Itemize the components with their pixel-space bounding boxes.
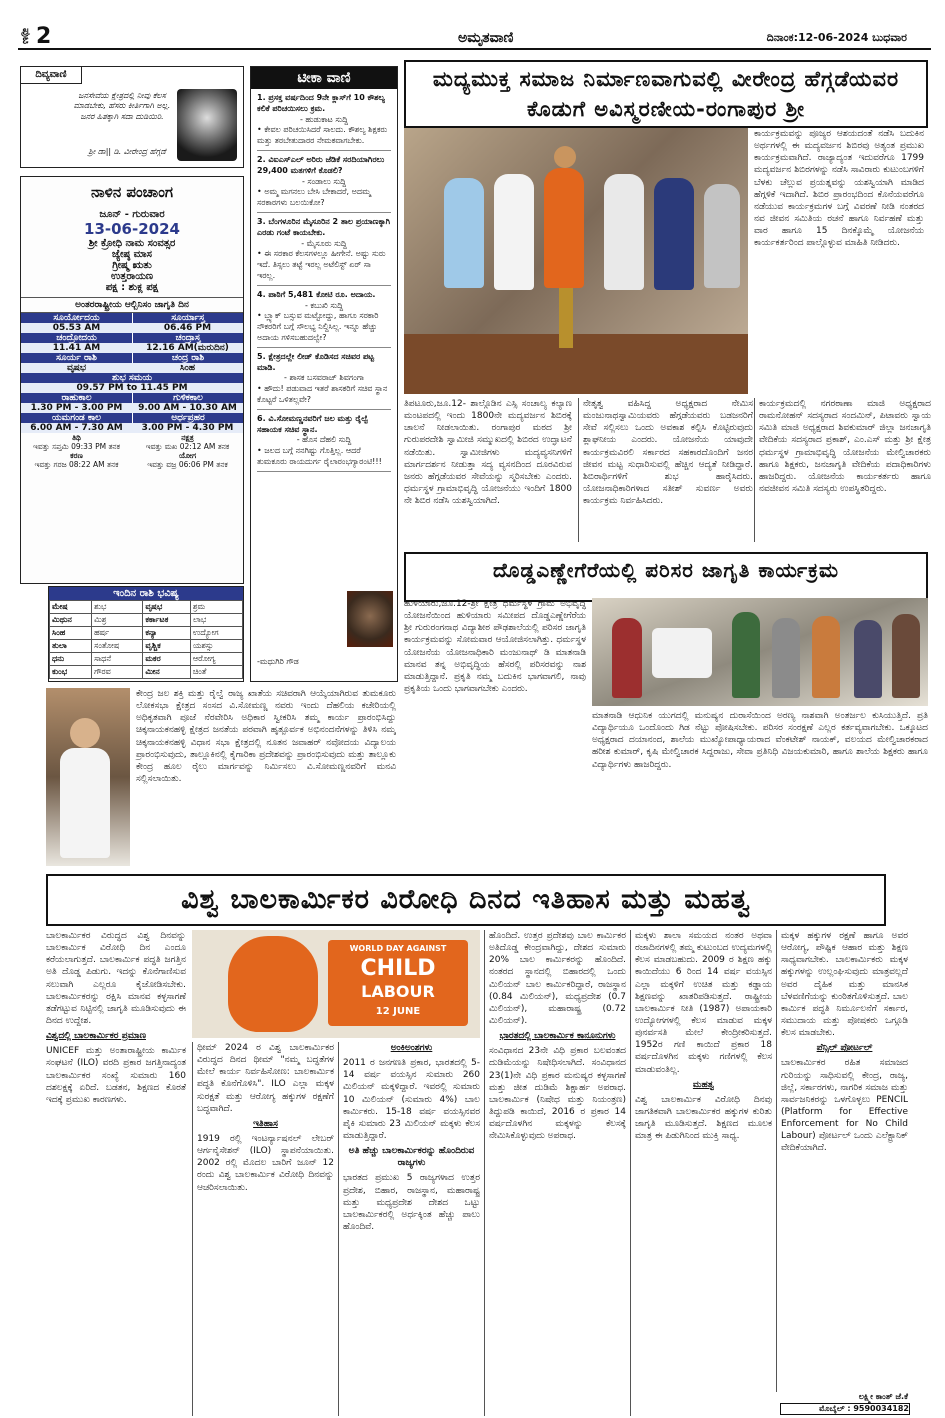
feature-col6-sub: ಪೆನ್ಸಿಲ್ ಪೋರ್ಟಲ್ (816, 1043, 873, 1054)
rashi-cell: ಸಂತೋಷ (92, 640, 143, 653)
tithi-label: ತಿಥಿ (72, 433, 81, 442)
date-line: ದಿನಾಂಕ:12-06-2024 ಬುಧವಾರ (766, 31, 907, 44)
second-col-1: ಹುಳಿಯಾರು,ಜೂ.12-ಶ್ರೀ ಕ್ಷೇತ್ರ ಧರ್ಮಸ್ಥಳ ಗ್ರಾಮ ಅಭಿವೃದ್ಧಿ ಯೋಜನೆಯಿಂದ ಹುಳಿಯಾರು ಸಮೀಪದ ದೊಡ್ಡಎಣ್ಣೇಗೆರೆಯ ಶ್ರೀ ಗುರುರಂಗನಾಥ ವಿದ್ಯಾಶೀಠ ಪೌಢಶಾಲೆಯಲ್ಲಿ ಪರಿಸರ ಜಾಗೃತಿ ಕಾರ್ಯಕ್ರಮವನ್ನು ಸೋಮವಾರ ಆಯೋಜಿಸಲಾಗಿತ್ತು. ಧರ್ಮಸ್ಥಳ ಯೋಜನೆಯ ಯೋಜನಾಧಿಕಾರಿ ಮಂಜುನಾಥ್ ಡಿ ಮಾತನಾಡಿ ಮಾನವ ತನ್ನ ಅಭಿವೃದ್ಧಿಯ ಹೆಸರಲ್ಲಿ ಪರಿಸರವನ್ನು ನಾಶ ಮಾಡುತ್ತಿದ್ದಾನೆ. ಪ್ರಕೃತಿ ನಮ್ಮ ಬದುಕಿನ ಭಾಗವಾಗಲಿ, ನಾವು ಪ್ರಕೃತಿಯ ಒಂದು ಭಾಗವಾಗಬೇಕು ಎಂದರು. (404, 599, 586, 694)
ardha-value: 3.00 PM - 4.30 PM (132, 423, 243, 433)
lead-col-right: ಕಾರ್ಯಕ್ರಮವನ್ನು ಪೂಜ್ಯರ ಆಶಯದಂತೆ ನಡೆಸಿ ಬದುಕಿನ ಅರ್ಥಗಳಲ್ಲಿ ಈ ಮದ್ಯವರ್ಜನ ಶಿಬಿರವು ಅತ್ಯಂತ ಪ್ರಮುಖ ಕಾರ್ಯಕ್ರಮವಾಗಿದೆ. ರಾಜ್ಯಾದ್ಯಂತ ಇದುವರೆಗೂ 1799 ಮದ್ಯವರ್ಜನ ಶಿಬಿರಗಳನ್ನು ನಡೆಸಿ ಸಾವಿರಾರು ಕುಟುಂಬಗಳಿಗೆ ಬೆಳಕು ಚೆಲ್ಲುವ ಪ್ರಯತ್ನವನ್ನು ಯಶಸ್ವಿಯಾಗಿ ಮಾಡಿದ ಹೆಗ್ಗಳಿಕೆ ಇದಾಗಿದೆ. ಶಿಬಿರ ಪ್ರಾರಂಭದಿಂದ ಕೊನೆಯವರೆಗೂ ನಡೆಯುವ ಕಾರ್ಯಕ್ರಮಗಳ ಬಗ್ಗೆ ವಿವರಣೆ ನೀಡಿ ನಂತರದ ನವ ಜೀವನ ಸಮಿತಿಯ ರಚನೆ ಹಾಗೂ ನಿರ್ವಹಣೆ ಮತ್ತು ವಾರ ಹಾಗೂ 15 ದಿನಕ್ಕೊಮ್ಮೆ ಯೋಜನೆಯ ಕಾರ್ಯಕರ್ತರಿಂದ ಪಾಲ್ಗೊಳ್ಳುವ ಮಾಹಿತಿ ನೀಡಿದರು. (754, 129, 924, 249)
yoga-label: ಯೋಗ (178, 451, 197, 460)
shubha-value: 09.57 PM to 11.45 PM (21, 383, 243, 393)
karana-label: ಕರಣ (70, 451, 83, 460)
teeka-source: - ಶಾಸಕ ಬಸವರಾಜ್ ಶಿವಗಂಗಾ (284, 373, 364, 383)
yama-label: ಯಮಗಂಡ ಕಾಲ (21, 413, 132, 423)
paksha: ಪಕ್ಷ : ಶುಕ್ಲ ಪಕ್ಷ (105, 282, 159, 293)
cartoonist-photo (347, 591, 393, 647)
rashi-cell: ಮೀನ (143, 666, 191, 679)
feature-col4-sub: ಭಾರತದಲ್ಲಿ ಬಾಲಕಾರ್ಮಿಕ ಕಾನೂನುಗಳು (499, 1031, 616, 1042)
rashi-title: ಇಂದಿನ ರಾಶಿ ಭವಿಷ್ಯ (49, 587, 243, 600)
rashi-cell: ಲಾಭ (190, 614, 242, 627)
lead-photo (404, 128, 748, 394)
feature-col3-sub: ಅಂಕಿಅಂಶಗಳು (390, 1043, 433, 1053)
feature-byline: ಲಕ್ಷ್ಮೀ ಕಾಂತ್ ಜೆ.ಕೆ (858, 1392, 908, 1401)
second-col-2: ಮಾತನಾಡಿ ಆಧುನಿಕ ಯುಗದಲ್ಲಿ ಮನುಷ್ಯನ ದುರಾಸೆಯಿಂದ ಅರಣ್ಯ ನಾಶವಾಗಿ ಅಂತರ್ಜಲ ಕುಸಿಯುತ್ತಿದೆ. ಪ್ರತಿ ವಿದ್ಯಾರ್ಥಿಯೂ ಒಂದೊಂದು ಗಿಡ ನೆಟ್ಟು ಪೋಷಿಸಬೇಕು. ಪರಿಸರ ಸಂರಕ್ಷಣೆ ಎಲ್ಲರ ಕರ್ತವ್ಯವಾಗಬೇಕು. ಒಕ್ಕೂಟದ ಅಧ್ಯಕ್ಷರಾದ ದಯಾನಂದ, ಶಾಲೆಯ ಮುಖ್ಯೋಪಾಧ್ಯಾಯರಾದ ವೆಂಕಟೇಶ್ ನಾಯಕ್, ವಲಯದ ಮೇಲ್ವಿಚಾರಕರಾದ ಹರೀಶ ಕುಮಾರ್, ಕೃಷಿ ಮೇಲ್ವಿಚಾರಕ ಸಿದ್ದರಾಜು, ಸೇವಾ ಪ್ರತಿನಿಧಿ ವಿಜಯಕುಮಾರಿ, ಹಾಗೂ ಶಾಲೆಯ ಶಿಕ್ಷಕರು ಹಾಗೂ ವಿದ್ಯಾರ್ಥಿಗಳು ಹಾಜರಿದ್ದರು. (592, 711, 928, 770)
moonset-label: ಚಂದ್ರಾಸ್ತ (132, 333, 243, 343)
rashi-cell: ಸಿಂಹ (50, 627, 92, 640)
rashi-cell: ಸಾಧನೆ (92, 653, 143, 666)
poster-line2: CHILD (360, 956, 436, 981)
feature-col4b: ಸಂವಿಧಾನದ 23ನೇ ವಿಧಿ ಪ್ರಕಾರ ಬಲವಂತದ ದುಡಿಮೆಯನ್ನು ನಿಷೇಧಿಸಲಾಗಿದೆ. ಸಂವಿಧಾನದ 23(1)ನೇ ವಿಧಿ ಪ್ರಕಾರ ಮನುಷ್ಯರ ಕಳ್ಳಸಾಗಣೆ ಮತ್ತು ಜೀತ ದುಡಿಮೆ ಶಿಕ್ಷಾರ್ಹ ಅಪರಾಧ. ಬಾಲಕಾರ್ಮಿಕ (ನಿಷೇಧ ಮತ್ತು ನಿಯಂತ್ರಣ) ತಿದ್ದುಪಡಿ ಕಾಯಿದೆ, 2016 ರ ಪ್ರಕಾರ 14 ವರ್ಷದೊಳಗಿನ ಮಕ್ಕಳನ್ನು ಕೆಲಸಕ್ಕೆ ನೇಮಿಸಿಕೊಳ್ಳುವುದು ಅಪರಾಧ. (489, 1046, 626, 1142)
teeka-answer: • ಹೌದು! ಪಡುವಾದ ಇತರೆ ಶಾಸಕರಿಗೆ ಸಚಿವ ಸ್ಥಾನ ಕೊಟ್ಟರೆ ಒಳಿತಲ್ಲವೇ? (257, 384, 391, 410)
rashi-cell: ವೃಶ್ಚಿಕ (143, 640, 191, 653)
teeka-answer: • ಅಮ್ಮ ಮಗನಲು ಬೇಸಿ ಬೇಕಾದರೆ, ಅದಮ್ಮ ಸರಕಾರಗಳು ಬಲಯಿಕೋ? (257, 187, 391, 213)
rashi-cell: ಮಕರ (143, 653, 191, 666)
feature-col1: ಬಾಲಕಾರ್ಮಿಕರ ವಿರುದ್ಧದ ವಿಶ್ವ ದಿನವನ್ನು ಬಾಲಕಾರ್ಮಿಕ ವಿರೋಧಿ ದಿನ ಎಂದೂ ಕರೆಯಲಾಗುತ್ತದೆ. ಬಾಲಕಾರ್ಮಿಕ ಪದ್ಧತಿ ಜಗತ್ತಿನ ಅತಿ ದೊಡ್ಡ ಪಿಡುಗು. ಇದನ್ನು ಕೊನೆಗಾಣಿಸುವ ಸಲುವಾಗಿ ಎಲ್ಲರೂ ಕೈಜೋಡಿಸಬೇಕು. ಬಾಲಕಾರ್ಮಿಕರನ್ನು ರಕ್ಷಿಸಿ ಮಾನವ ಕಳ್ಳಸಾಗಣೆ ತಡೆಗಟ್ಟುವ ನಿಟ್ಟಿನಲ್ಲಿ ಜಾಗೃತಿ ಮೂಡಿಸುವುದು ಈ ದಿನದ ಉದ್ದೇಶ. (46, 931, 186, 1026)
feature-col6b: ಬಾಲಕಾರ್ಮಿಕರ ರಹಿತ ಸಮಾಜದ ಗುರಿಯನ್ನು ಸಾಧಿಸುವಲ್ಲಿ ಕೇಂದ್ರ, ರಾಜ್ಯ, ಜಿಲ್ಲೆ, ಸರ್ಕಾರಗಳು, ನಾಗರಿಕ ಸಮಾಜ ಮತ್ತು ಸಾರ್ವಜನಿಕರನ್ನು ಒಳಗೊಳ್ಳಲು PENCIL (Platform for Effective Enforcement for No Child Labour) ಪೋರ್ಟಲ್ ಒಂದು ಎಲೆಕ್ಟ್ರಾನಿಕ್ ವೇದಿಕೆಯಾಗಿದೆ. (781, 1058, 908, 1154)
hegde-portrait (177, 89, 237, 161)
rashi-cell: ಉದ್ಯೋಗ (190, 627, 242, 640)
ardha-label: ಅರ್ಧಪ್ರಹರ (132, 413, 243, 423)
teeka-vani-box (250, 66, 398, 682)
moonrise-label: ಚಂದ್ರೋದಯ (21, 333, 132, 343)
feature-col5b: ವಿಶ್ವ ಬಾಲಕಾರ್ಮಿಕ ವಿರೋಧಿ ದಿನವು ಜಾಗತಿಕವಾಗಿ ಬಾಲಕಾರ್ಮಿಕರ ಹಕ್ಕುಗಳ ಕುರಿತು ಜಾಗೃತಿ ಮೂಡಿಸುತ್ತದೆ. ಶಿಕ್ಷಣದ ಮೂಲಕ ಮಾತ್ರ ಈ ಪಿಡುಗಿನಿಂದ ಮುಕ್ತಿ ಸಾಧ್ಯ. (635, 1094, 772, 1142)
yoga-value: ಇವತ್ತು ವಜ್ರ 06:06 PM ತನಕ (147, 460, 228, 469)
minister-story (46, 688, 396, 866)
sunset-value: 06.46 PM (132, 323, 243, 333)
second-photo (592, 598, 928, 706)
nakshatra-value: ಇವತ್ತು ಮಖ 02:12 AM ತನಕ (145, 442, 230, 451)
second-headline: ದೊಡ್ಡಎಣ್ಣೇಗೆರೆಯಲ್ಲಿ ಪರಿಸರ ಜಾಗೃತಿ ಕಾರ್ಯಕ್ರಮ (404, 552, 928, 602)
rashi-cell: ಗೌರವ (92, 666, 143, 679)
sunrise-label: ಸೂರ್ಯೋದಯ (21, 313, 132, 323)
feature-headline: ವಿಶ್ವ ಬಾಲಕಾರ್ಮಿಕರ ವಿರೋಧಿ ದಿನದ ಇತಿಹಾಸ ಮತ್ತು ಮಹತ್ವ (46, 874, 886, 926)
teeka-answer: • ಬ್ಲ್ಯಾಕ್ ಬಸ್ಸುವ ಮಟ್ಟೋದ್ದು, ಹಾಗೂ ಸರಕಾರಿ ನೌಕರರಿಗೆ ಬಗ್ಗೆ ಸೌಲಭ್ಯ ನಿಲ್ದಿಸಿಲ್ಲ. ಇನ್ನೂ ಹೆಚ್ಚು ಅದಾಯ ಗಳಿಸಬಹುದಲ್ವೇ? (257, 311, 391, 347)
rashi-cell: ಮಿಶ್ರ (92, 614, 143, 627)
feature-col2b: 1919 ರಲ್ಲಿ ಇಂಟರ್ನ್ಯಾಷನಲ್ ಲೇಬರ್ ಆರ್ಗನೈಸೇಶನ್ (ILO) ಸ್ಥಾಪನೆಯಾಯಿತು. 2002 ರಲ್ಲಿ ಮೊದಲ ಬಾರಿಗೆ ಜೂನ್ 12 ರಂದು ವಿಶ್ವ ಬಾಲಕಾರ್ಮಿಕ ವಿರೋಧಿ ದಿನವನ್ನು ಆಚರಿಸಲಾಯಿತು. (197, 1133, 334, 1193)
nakshatra-label: ನಕ್ಷತ್ರ (181, 433, 194, 442)
page-prefix: ಪುಟ (20, 28, 33, 45)
teeka-question: 3. ಬೆಂಗಳೂರಿನ ಮೈಸೂರಿನ 2 ತಾಲ ಪ್ರಯಾಣಕ್ಕಾಗಿ ಎರಡು ಗಂಟೆ ಕಾಯಬೇಕು. (257, 216, 391, 237)
lead-col-2: ಕಾರ್ಯಕ್ರಮದಲ್ಲಿ ನಗರಠಾಣಾ ಮಾಜಿ ಅಧ್ಯಕ್ಷರಾದ ರಾಮನೋಹನ್ ಸದಸ್ಯರಾದ ಸಂದಮಿನ್, ಪಿಟಾವರು ಸ್ವಾಯ ಸಮಿತಿ ಮಾಜಿ ಅಧ್ಯಕ್ಷರಾದ ಶಿವಕುಮಾರ್ ಜಿಲ್ಲಾ ಜನಜಾಗೃತಿ ವೇದಿಕೆಯ ಸದಸ್ಯರಾದ ಪ್ರಕಾಶ್, ಎಂ.ಎಸ್ ಮತ್ತು ಶ್ರೀ ಕ್ಷೇತ್ರ ಧರ್ಮಸ್ಥಳ ಗ್ರಾಮಾಭಿವೃದ್ಧಿ ಯೋಜನೆಯ ಮೇಲ್ವಿಚಾರಕರು ಹಾಗೂ ಶಿಕ್ಷಕರು, ಜನಜಾಗೃತಿ ವೇದಿಕೆಯ ಪದಾಧಿಕಾರಿಗಳು ಹಾಜರಿದ್ದರು. ಯೋಜನೆಯ ಕಾರ್ಯಕರ್ತರು ಹಾಗೂ ನವಜೀವನ ಸಮಿತಿ ಸದಸ್ಯರು ಉಪಸ್ಥಿತರಿದ್ದರು. (754, 398, 931, 542)
moonrise-value: 11.41 AM (21, 343, 132, 353)
panchanga-box (20, 176, 244, 584)
sunset-label: ಸೂರ್ಯಾಸ್ತ (132, 313, 243, 323)
rashi-row (50, 653, 243, 666)
feature-col5: ಮಕ್ಕಳು ಶಾಲಾ ಸಮಯದ ನಂತರ ಅಥವಾ ರಜಾದಿನಗಳಲ್ಲಿ ತಮ್ಮ ಕುಟುಂಬದ ಉದ್ಯಮಗಳಲ್ಲಿ ಕೆಲಸ ಮಾಡಬಹುದು. 2009 ರ ಶಿಕ್ಷಣ ಹಕ್ಕು ಕಾಯಿದೆಯು 6 ರಿಂದ 14 ವರ್ಷ ವಯಸ್ಸಿನ ಎಲ್ಲಾ ಮಕ್ಕಳಿಗೆ ಉಚಿತ ಮತ್ತು ಕಡ್ಡಾಯ ಶಿಕ್ಷಣವನ್ನು ಖಾತರಿಪಡಿಸುತ್ತದೆ. ರಾಷ್ಟ್ರೀಯ ಬಾಲಕಾರ್ಮಿಕ ನೀತಿ (1987) ಅಪಾಯಕಾರಿ ಉದ್ಯೋಗಗಳಲ್ಲಿ ಕೆಲಸ ಮಾಡುವ ಮಕ್ಕಳ ಪುನರ್ವಸತಿ ಮೇಲೆ ಕೇಂದ್ರೀಕರಿಸುತ್ತದೆ. 1952ರ ಗಣಿ ಕಾಯಿದೆ ಪ್ರಕಾರ 18 ವರ್ಷದೊಳಗಿನ ಮಕ್ಕಳು ಗಣಿಗಳಲ್ಲಿ ಕೆಲಸ ಮಾಡುವಂತಿಲ್ಲ. (635, 931, 772, 1075)
teeka-answer: • ಜಲದ ಬಗ್ಗೆ ನನಗಿಷ್ಟು ಗೊತ್ತಿಲ್ಲ. ಆದರೆ ತುಮಕೂರು ರಾಯದುರ್ಗ ರೈಲಾರಂಭಗ್ಯಾರಂಟಿ!!! (257, 446, 391, 472)
rashi-row (50, 627, 243, 640)
rashi-cell: ಧನು (50, 653, 92, 666)
poster-line1: WORLD DAY AGAINST (349, 944, 447, 953)
surya-rashi-value: ವೃಷಭ (21, 363, 132, 373)
shubha-label: ಶುಭ ಸಮಯ (21, 373, 243, 383)
moonset-value: 12.16 AM(ಮರುದಿನ) (132, 343, 243, 353)
rashi-cell: ಶುಭ (92, 601, 143, 614)
gulika-value: 9.00 AM - 10.30 AM (132, 403, 243, 413)
poster-line3: LABOUR (361, 982, 435, 1001)
rashi-row (50, 640, 243, 653)
teeka-question: 6. ವಿ.ಸೋಮಣ್ಣನವರಿಗೆ ಜಲ ಮತ್ತು ರೈಲ್ವೆ ಸಹಾಯಕ ಸಚಿವ ಸ್ಥಾನ. (257, 413, 369, 434)
poster-date: 12 JUNE (375, 1006, 421, 1017)
teeka-source: - ಸಂಡಾಲು ಸುದ್ದಿ (301, 176, 347, 186)
lead-col-4: ನೇತೃತ್ವ ವಹಿಸಿದ್ದ ಅಧ್ಯಕ್ಷರಾದ ನೇಮಿಸ ಮಂಜುನಾಥಸ್ವಾಮಿಯವರು ಹೆಗ್ಗಡೆಯವರು ಬಡಜನರಿಗೆ ಸೇವೆ ಸಲ್ಲಿಸಲು ಒಂದು ಅವಕಾಶ ಕಲ್ಪಿಸಿ ಕೊಟ್ಟಿರುವುದು ಶ್ಲಾಘನೀಯ ಎಂದರು. ಯೋಜನೆಯ ಯಾವುದೇ ಕಾರ್ಯಕ್ರಮವಿರಲಿ ಸರ್ಕಾರದ ಸಹಕಾರದೊಂದಿಗೆ ಜನರ ಜೀವನ ಮಟ್ಟ ಸುಧಾರಿಸುವಲ್ಲಿ ಹೆಚ್ಚಿನ ಆದ್ಯತೆ ನೀಡಿದ್ದಾರೆ. ಶಿಬಿರಾರ್ಥಿಗಳಿಗೆ ಶುಭ ಹಾರೈಸಿದರು. ಯೋಜನಾಧಿಕಾರಿಗಳಾದ ಸತೀಶ್ ಸುವರ್ಣ ಅವರು ಕಾರ್ಯಕ್ರಮ ನಿರ್ವಹಿಸಿದರು. (578, 398, 753, 542)
teeka-question: 1. ಪ್ರಸಕ್ತ ವರ್ಷದಿಂದ 9ನೇ ಕ್ಲಾಸ್‌ಗೆ 10 ಕೌಶಲ್ಯ ಕಲಿಕೆ ಪರಿಚಯಿಸಲು ಕ್ರಮ. (257, 93, 385, 113)
panchanga-date: 13-06-2024 (84, 220, 180, 238)
divyavani-quote: ಜನಸೇವೆಯ ಕ್ಷೇತ್ರದಲ್ಲಿ ನೀವು ಕೆಲಸ ಮಾಡಬೇಕು, ಹೆಸರು ಕೀರ್ತಿಗಾಗಿ ಅಲ್ಲ. ಜನರ ಹಿತಕ್ಕಾಗಿ ಸದಾ ದುಡಿಯಿರಿ. (73, 91, 171, 121)
month-day: ಜೂನ್ - ಗುರುವಾರ (99, 209, 165, 220)
rashi-box (48, 586, 244, 682)
lead-story (404, 60, 931, 544)
feature-col4: ಹೊಂದಿದೆ. ಉತ್ತರ ಪ್ರದೇಶವು ಬಾಲ ಕಾರ್ಮಿಕರ ಅತಿದೊಡ್ಡ ಕೇಂದ್ರವಾಗಿದ್ದು, ದೇಶದ ಸುಮಾರು 20% ಬಾಲ ಕಾರ್ಮಿಕರನ್ನು ಹೊಂದಿದೆ. ನಂತರದ ಸ್ಥಾನದಲ್ಲಿ ಬಿಹಾರದಲ್ಲಿ ಒಂದು ಮಿಲಿಯನ್ ಬಾಲ ಕಾರ್ಮಿಕರಿದ್ದಾರೆ, ರಾಜಸ್ಥಾನ (0.84 ಮಿಲಿಯನ್), ಮಧ್ಯಪ್ರದೇಶ (0.7 ಮಿಲಿಯನ್), ಮಹಾರಾಷ್ಟ್ರ (0.72 ಮಿಲಿಯನ್). (489, 931, 626, 1026)
teeka-source: - ಹುಡುಕಾಟ ಸುದ್ದಿ (299, 114, 349, 124)
masthead (18, 24, 931, 50)
hand-icon (228, 936, 318, 1032)
special-day: ಅಂತರರಾಷ್ಟ್ರೀಯ ಆಲ್ಬಿನಿಸಂ ಜಾಗೃತಿ ದಿನ (21, 297, 243, 313)
chandra-rashi-value: ಸಿಂಹ (132, 363, 243, 373)
teeka-answer: • ಕೇವಲ ಪರಿಚಯಿಸಿದರೆ ಸಾಲದು. ಕೌಶಲ್ಯ ಶಿಕ್ಷಕರು ಮತ್ತು ತರಬೇತುದಾರರ ನೇಮಕವಾಗಬೇಕು. (257, 125, 391, 151)
rashi-cell: ಮೇಷ (50, 601, 92, 614)
feature-col5-sub: ಮಹತ್ವ (692, 1079, 715, 1090)
surya-rashi-label: ಸೂರ್ಯ ರಾಶಿ (21, 353, 132, 363)
feature-col6: ಮಕ್ಕಳ ಹಕ್ಕುಗಳ ರಕ್ಷಣೆ ಹಾಗೂ ಅವರ ಆರೋಗ್ಯ, ಪೌಷ್ಟಿಕ ಆಹಾರ ಮತ್ತು ಶಿಕ್ಷಣ ಸಾಧ್ಯವಾಗಬೇಕು. ಬಾಲಕಾರ್ಮಿಕರು ಮಕ್ಕಳ ಹಕ್ಕುಗಳನ್ನು ಉಲ್ಲಂಘಿಸುವುದು ಮಾತ್ರವಲ್ಲದೆ ಅವರ ದೈಹಿಕ ಮತ್ತು ಮಾನಸಿಕ ಬೆಳವಣಿಗೆಯನ್ನು ಕುಂಠಿತಗೊಳಿಸುತ್ತದೆ. ಬಾಲ ಕಾರ್ಮಿಕ ಪದ್ಧತಿ ನಿರ್ಮೂಲನೆಗೆ ಸರ್ಕಾರ, ಸಮುದಾಯ ಮತ್ತು ಪೋಷಕರು ಒಗ್ಗೂಡಿ ಕೆಲಸ ಮಾಡಬೇಕು. (781, 931, 908, 1039)
teeka-question: 2. ವಿಐಎಸ್‌ಎಲ್ ಅರಿರು ಜೆಡಿಕೆ ಸರದಿಯಾಗಿರಲು 29,400 ಮತಗಳಿಗೆ ಕೊಡಲಿ? (257, 154, 385, 175)
rashi-cell: ಕರ್ಕಾಟಕ (143, 614, 191, 627)
rashi-cell: ಆರೋಗ್ಯ (190, 653, 242, 666)
teeka-author: -ಮಧುಗಿರಿ ಗೌಡ (257, 657, 299, 666)
rashi-cell: ಚಿಂತೆ (190, 666, 242, 679)
teeka-question: 4. ಪಾಠಿಗೆ 5,481 ಕೋಟಿ ರೂ. ಅದಾಯ. (257, 289, 376, 299)
ayana: ಉತ್ತರಾಯಣ (110, 271, 154, 282)
rashi-row (50, 614, 243, 627)
rashi-cell: ಮಿಥುನ (50, 614, 92, 627)
lead-col-3: ತಿಪಟೂರು,ಜೂ.12- ಶಾಲ್ಗೊಡಿನ ಎಸ್ಸಿ ಸಂಚಾಲ್ಯ ಕಲ್ಯಾಣ ಮಂಟಪದಲ್ಲಿ ಇಂದು 1800ನೇ ಮದ್ಯವರ್ಜನ ಶಿಬಿರಕ್ಕೆ ಚಾಲನೆ ನೀಡಲಾಯಿತು. ರಂಗಾಪುರ ಮಠದ ಶ್ರೀ ಗುರುಪರದೇಶಿ ಸ್ವಾಮೀಜಿ ಸಮ್ಮುಖದಲ್ಲಿ ಶಿಬಿರದ ಉದ್ಘಾಟನೆ ನಡೆಯಿತು. ಸ್ವಾಮೀಜಿಗಳು ಮದ್ಯವ್ಯಸನಿಗಳಿಗೆ ಮಾರ್ಗದರ್ಶನ ನೀಡುತ್ತಾ ಸದ್ಯ ವ್ಯಸನದಿಂದ ದೂರವಿರುವ ಜನರು ಹೆಗ್ಗಡೆಯವರ ಸೇವೆಯನ್ನು ಸ್ಮರಿಸಬೇಕು ಎಂದರು. ಧರ್ಮಸ್ಥಳ ಗ್ರಾಮಾಭಿವೃದ್ಧಿ ಯೋಜನೆಯು ಇಂದಿಗೆ 1800 ನೇ ಶಿಬಿರ ನಡೆಸಿ ಯಶಸ್ವಿಯಾಗಿದೆ. (404, 399, 572, 507)
feature-col3: 2011 ರ ಜನಗಣತಿ ಪ್ರಕಾರ, ಭಾರತದಲ್ಲಿ 5-14 ವರ್ಷ ವಯಸ್ಸಿನ ಸುಮಾರು 260 ಮಿಲಿಯನ್ ಮಕ್ಕಳಿದ್ದಾರೆ. ಇವರಲ್ಲಿ ಸುಮಾರು 10 ಮಿಲಿಯನ್ (ಸುಮಾರು 4%) ಬಾಲ ಕಾರ್ಮಿಕರು. 15-18 ವರ್ಷ ವಯಸ್ಸಿನವರ ಪೈಕಿ ಸುಮಾರು 23 ಮಿಲಿಯನ್ ಮಕ್ಕಳು ಕೆಲಸ ಮಾಡುತ್ತಿದ್ದಾರೆ. (343, 1058, 480, 1141)
lead-headline: ಮದ್ಯಮುಕ್ತ ಸಮಾಜ ನಿರ್ಮಾಣವಾಗುವಲ್ಲಿ ವೀರೇಂದ್ರ ಹೆಗ್ಗಡೆಯವರ ಕೊಡುಗೆ ಅವಿಸ್ಮರಣೀಯ-ರಂಗಾಪುರ ಶ್ರೀ (404, 60, 928, 128)
feature-col2: ಥೀಮ್ 2024 ರ ವಿಶ್ವ ಬಾಲಕಾರ್ಮಿಕರ ವಿರುದ್ಧದ ದಿನದ ಥೀಮ್ "ನಮ್ಮ ಬದ್ಧತೆಗಳ ಮೇಲೆ ಕಾರ್ಯ ನಿರ್ವಹಿಸೋಣ: ಬಾಲಕಾರ್ಮಿಕ ಪದ್ಧತಿ ಕೊನೆಗೊಳಿಸಿ". ILO ಎಲ್ಲಾ ಮಕ್ಕಳ ಸುರಕ್ಷತೆ ಮತ್ತು ಆರೋಗ್ಯ ಹಕ್ಕುಗಳ ರಕ್ಷಣೆಗೆ ಬದ್ಧವಾಗಿದೆ. (197, 1043, 334, 1114)
rahu-label: ರಾಹುಕಾಲ (21, 393, 132, 403)
minister-text: ಕೇಂದ್ರ ಜಲ ಶಕ್ತಿ ಮತ್ತು ರೈಲ್ವೆ ರಾಜ್ಯ ಖಾತೆಯ ಸಚಿವರಾಗಿ ಆಯ್ಕೆಯಾಗಿರುವ ತುಮಕೂರು ಲೋಕಸಭಾ ಕ್ಷೇತ್ರದ ಸಂಸದ ವಿ.ಸೋಮಣ್ಣ ನವರು ಇಂದು ದೆಹಲಿಯ ಕಚೇರಿಯಲ್ಲಿ ಅಧಿಕೃತವಾಗಿ ಪೂಜೆ ನೆರವೇರಿಸಿ ಅಧಿಕಾರ ಸ್ವೀಕರಿಸಿ ತಮ್ಮ ಕಾರ್ಯ ಪ್ರಾರಂಭಿಸಿದ್ದು ಚಿಕ್ಕನಾಯಕನಹಳ್ಳಿ ಕ್ಷೇತ್ರದ ಜನತೆಯ ಪರವಾಗಿ ಹೃತ್ಪೂರ್ವಕ ಅಭಿನಂದನೆಗಳನ್ನು ತಿಳಿಸಿ ನಮ್ಮ ಚಿಕ್ಕನಾಯಕನಹಳ್ಳಿ ವಿಧಾನ ಸಭಾ ಕ್ಷೇತ್ರದಲ್ಲಿ ನೂತನ ಜವಾಹರ್ ನವೋದಯ ವಿದ್ಯಾಲಯ ಪ್ರಾರಂಭಿಸುವುದು, ತಾಲ್ಲೂಕಿನಲ್ಲಿ ಕೈಗಾರಿಕಾ ಪ್ರದೇಶವನ್ನು ಪ್ರಾರಂಭಿಸುವುದು ಮತ್ತು ತಾಲ್ಲೂಕು ಕೇಂದ್ರ ಹೂಲ ರೈಲು ಮಾರ್ಗವನ್ನು ನಿರ್ಮಿಸಲು ವಿ.ಸೋಮಣ್ಣನವರಿಗೆ ಮನವಿ ಸಲ್ಲಿಸಲಾಯಿತು. (136, 689, 396, 784)
rashi-row (50, 666, 243, 679)
teeka-source: - ಮೈಸೂರು ಸುದ್ದಿ (301, 238, 347, 248)
samvatsara: ಶ್ರೀ ಕ್ರೋಧಿ ನಾಮ ಸಂವತ್ಸರ (88, 238, 176, 249)
rashi-cell: ತುಲಾ (50, 640, 92, 653)
page-number: 2 (36, 24, 52, 49)
divyavani-box (20, 66, 244, 168)
rashi-cell: ಯಶಸ್ಸು (190, 640, 242, 653)
masa: ಜ್ಯೇಷ್ಠ ಮಾಸ (111, 249, 152, 260)
rashi-table (49, 600, 243, 679)
teeka-vani-title: ಟೀಕಾ ವಾಣಿ (251, 67, 397, 89)
chandra-rashi-label: ಚಂದ್ರ ರಾಶಿ (132, 353, 243, 363)
paper-name: ಅಮೃತವಾಣಿ (458, 30, 514, 46)
rashi-row (50, 601, 243, 614)
rashi-cell: ಹರ್ಷ (92, 627, 143, 640)
panchanga-title: ನಾಳಿನ ಪಂಚಾಂಗ (91, 183, 173, 201)
feature-col1-sub: ವಿಶ್ವದಲ್ಲಿ ಬಾಲಕಾರ್ಮಿಕರ ಪ್ರಮಾಣ (46, 1031, 146, 1042)
feature-col2-sub: ಇತಿಹಾಸ (253, 1118, 278, 1129)
yama-value: 6.00 AM - 7.30 AM (21, 423, 132, 433)
tithi-value: ಇವತ್ತು ಸಪ್ತಮಿ 09:33 PM ತನಕ (33, 442, 120, 451)
child-labour-poster (192, 930, 480, 1038)
rashi-cell: ಶ್ರಮ (190, 601, 242, 614)
rutu: ಗ್ರೀಷ್ಮ ಋತು (112, 260, 152, 271)
feature-col3-sub2: ಅತಿ ಹೆಚ್ಚು ಬಾಲಕಾರ್ಮಿಕರನ್ನು ಹೊಂದಿರುವ ರಾಜ್ಯಗಳು (348, 1146, 475, 1169)
teeka-answer: • ಈ ಸರಕಾರ ಕೆಲಸಗಳಲ್ಲೂ ಹೀಗೇನೆ. ಅಷ್ಟು ಸುರು ಇದೆ. ತಿಸ್ಸಲು ತಟ್ಟೆ ಇರಲ್ಲ ಅಟೆಲಿಸ್ಟ್ ಏರ್ ಸಾ ಇರಲ್ಲ. (257, 249, 391, 285)
divyavani-title: ದಿವ್ಯವಾಣಿ (21, 67, 82, 84)
rahu-value: 1.30 PM - 3.00 PM (21, 403, 132, 413)
feature-col3b: ಭಾರತದ ಪ್ರಮುಖ 5 ರಾಜ್ಯಗಳಾದ ಉತ್ತರ ಪ್ರದೇಶ, ಬಿಹಾರ, ರಾಜಸ್ಥಾನ, ಮಹಾರಾಷ್ಟ್ರ ಮತ್ತು ಮಧ್ಯಪ್ರದೇಶ ದೇಶದ ಒಟ್ಟು ಬಾಲಕಾರ್ಮಿಕರಲ್ಲಿ ಅರ್ಧಕ್ಕಿಂತ ಹೆಚ್ಚು ಪಾಲು ಹೊಂದಿವೆ. (343, 1173, 480, 1232)
sunrise-value: 05.53 AM (21, 323, 132, 333)
teeka-source: - ಹೊಸ ದೆಹಲಿ ಸುದ್ದಿ (296, 435, 352, 445)
teeka-source: - ಕಬುಖಿ ಸುದ್ದಿ (304, 300, 344, 310)
rashi-cell: ಕನ್ಯಾ (143, 627, 191, 640)
rashi-cell: ಕುಂಭ (50, 666, 92, 679)
divyavani-author: ಶ್ರೀ ಡಾ|| ಡಿ. ವೀರೇಂದ್ರ ಹೆಗ್ಗಡೆ (88, 147, 166, 156)
karana-value: ಇವತ್ತು ಗರಜ 08:22 AM ತನಕ (34, 460, 119, 469)
teeka-list (251, 89, 397, 480)
gulika-label: ಗುಳಿಕಕಾಲ (132, 393, 243, 403)
feature-phone: ಮೊಬೈಲ್ : 9590034182 (780, 1403, 910, 1415)
second-story (404, 552, 928, 862)
rashi-cell: ವೃಷಭ (143, 601, 191, 614)
teeka-question: 5. ಕ್ಷೇತ್ರದಲ್ಲೇ ಲೀಡ್ ಕೊಡಿಸದ ಸಚಿವರ ಪಟ್ಟ ಮಾಡಿ. (257, 351, 374, 372)
feature-body (46, 930, 908, 1416)
feature-col1b: UNICEF ಮತ್ತು ಅಂತಾರಾಷ್ಟ್ರೀಯ ಕಾರ್ಮಿಕ ಸಂಘಟನೆ (ILO) ವರದಿ ಪ್ರಕಾರ ಜಗತ್ತಿನಾದ್ಯಂತ ಬಾಲಕಾರ್ಮಿಕರ ಸಂಖ್ಯೆ ಸುಮಾರು 160 ದಶಲಕ್ಷಕ್ಕೆ ಏರಿದೆ. ಬಡತನ, ಶಿಕ್ಷಣದ ಕೊರತೆ ಇದಕ್ಕೆ ಪ್ರಮುಖ ಕಾರಣಗಳು. (46, 1046, 186, 1105)
